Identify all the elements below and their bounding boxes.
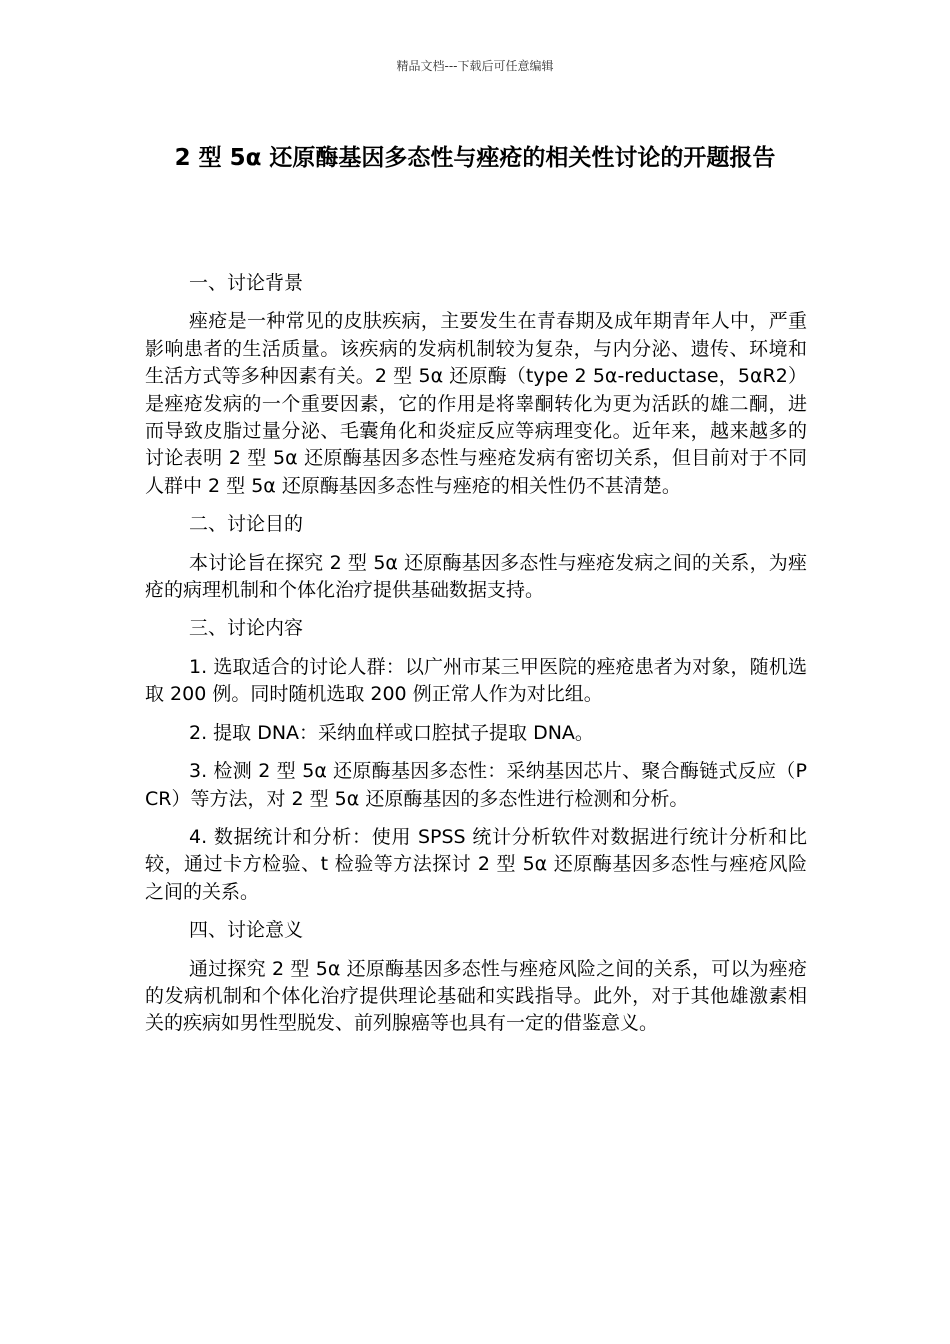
section-significance <box>145 917 807 1038</box>
section-heading: 二、讨论目的 <box>189 513 304 536</box>
section-heading: 四、讨论意义 <box>189 919 304 942</box>
document-body <box>145 270 807 1049</box>
paragraph: 本讨论旨在探究 2 型 5α 还原酶基因多态性与痤疮发病之间的关系，为痤疮的病理机制和个体化治疗提供基础数据支持。 <box>145 551 807 602</box>
section-heading: 三、讨论内容 <box>189 617 304 640</box>
paragraph: 通过探究 2 型 5α 还原酶基因多态性与痤疮风险之间的关系，可以为痤疮的发病机制和个体化治疗提供理论基础和实践指导。此外，对于其他雄激素相关的疾病如男性型脱发、前列腺癌等也具有一定的借鉴意义。 <box>145 957 807 1035</box>
document-title: 2 型 5α 还原酶基因多态性与痤疮的相关性讨论的开题报告 <box>174 145 776 171</box>
section-purpose <box>145 511 807 604</box>
section-content <box>145 615 807 906</box>
page-header: 精品文档---下载后可任意编辑 <box>396 59 554 73</box>
list-item: 1. 选取适合的讨论人群：以广州市某三甲医院的痤疮患者为对象，随机选取 200 例。同时随机选取 200 例正常人作为对比组。 <box>145 655 807 706</box>
section-heading: 一、讨论背景 <box>189 272 304 294</box>
list-item: 3. 检测 2 型 5α 还原酶基因多态性：采纳基因芯片、聚合酶链式反应（PCR）等方法，对 2 型 5α 还原酶基因的多态性进行检测和分析。 <box>145 760 807 810</box>
list-item: 4. 数据统计和分析：使用 SPSS 统计分析软件对数据进行统计分析和比较，通过卡方检验、t 检验等方法探讨 2 型 5α 还原酶基因多态性与痤疮风险之间的关系。 <box>145 825 807 903</box>
list-item: 2. 提取 DNA：采纳血样或口腔拭子提取 DNA。 <box>189 721 594 744</box>
section-background <box>145 270 807 500</box>
paragraph: 痤疮是一种常见的皮肤疾病，主要发生在青春期及成年期青年人中，严重影响患者的生活质量。该疾病的发病机制较为复杂，与内分泌、遗传、环境和生活方式等多种因素有关。2 型 5α 还原酶（type 2 5α-reductase，5αR2）是痤疮发病的一个重要因素，它的作用是将睾酮转化为更为活跃的雄二酮，进而导致皮脂过量分泌、毛囊角化和炎症反应等病理变化。近年来，越来越多的讨论表明 2 型 5α 还原酶基因多态性与痤疮发病有密切关系，但目前对于不同人群中 2 型 5α 还原酶基因多态性与痤疮的相关性仍不甚清楚。 <box>145 310 807 497</box>
